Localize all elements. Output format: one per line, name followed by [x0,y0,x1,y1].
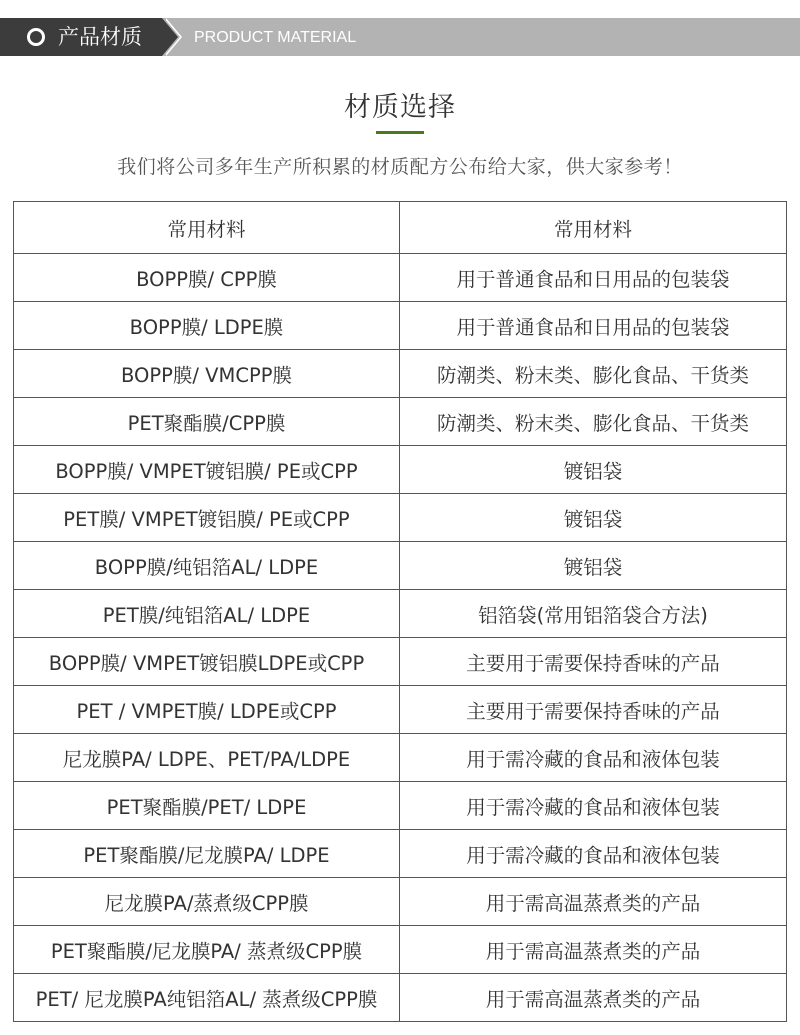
material-cell: BOPP膜/ VMCPP膜 [14,350,400,398]
table-row [14,734,787,782]
material-cell: 尼龙膜PA/ LDPE、PET/PA/LDPE [14,734,400,782]
title-underline [376,131,424,134]
table-row [14,590,787,638]
usage-cell: 防潮类、粉末类、膨化食品、干货类 [400,350,787,398]
table-row [14,686,787,734]
table-row [14,974,787,1022]
table-row [14,878,787,926]
table-header-cell-usage: 常用材料 [400,202,787,254]
table-row [14,446,787,494]
material-cell: PET聚酯膜/尼龙膜PA/ LDPE [14,830,400,878]
usage-cell: 用于需冷藏的食品和液体包装 [400,734,787,782]
material-cell: BOPP膜/纯铝箔AL/ LDPE [14,542,400,590]
material-cell: PET聚酯膜/尼龙膜PA/ 蒸煮级CPP膜 [14,926,400,974]
table-header-cell-material: 常用材料 [14,202,400,254]
header-dark-block [0,18,162,56]
material-cell: PET聚酯膜/PET/ LDPE [14,782,400,830]
table-header-row [14,202,787,254]
ring-icon [27,28,45,46]
table-row [14,542,787,590]
usage-cell: 镀铝袋 [400,542,787,590]
usage-cell: 用于普通食品和日用品的包装袋 [400,254,787,302]
usage-cell: 主要用于需要保持香味的产品 [400,686,787,734]
material-cell: PET膜/纯铝箔AL/ LDPE [14,590,400,638]
usage-cell: 防潮类、粉末类、膨化食品、干货类 [400,398,787,446]
header-title-cn: 产品材质 [58,25,142,49]
header-arrow [162,18,178,56]
material-cell: BOPP膜/ VMPET镀铝膜/ PE或CPP [14,446,400,494]
section-title: 材质选择 [344,92,456,123]
table-row [14,494,787,542]
table-row [14,302,787,350]
usage-cell: 用于需冷藏的食品和液体包装 [400,782,787,830]
material-cell: PET膜/ VMPET镀铝膜/ PE或CPP [14,494,400,542]
section-header-bar [0,18,800,56]
table-row [14,398,787,446]
usage-cell: 镀铝袋 [400,494,787,542]
usage-cell: 用于需高温蒸煮类的产品 [400,878,787,926]
material-cell: PET/ 尼龙膜PA纯铝箔AL/ 蒸煮级CPP膜 [14,974,400,1022]
material-cell: BOPP膜/ LDPE膜 [14,302,400,350]
material-table [13,201,787,1022]
material-cell: PET / VMPET膜/ LDPE或CPP [14,686,400,734]
usage-cell: 用于需高温蒸煮类的产品 [400,926,787,974]
header-title-en: PRODUCT MATERIAL [194,29,357,46]
table-row [14,830,787,878]
usage-cell: 用于需高温蒸煮类的产品 [400,974,787,1022]
table-row [14,350,787,398]
material-cell: BOPP膜/ VMPET镀铝膜LDPE或CPP [14,638,400,686]
material-cell: 尼龙膜PA/蒸煮级CPP膜 [14,878,400,926]
usage-cell: 镀铝袋 [400,446,787,494]
usage-cell: 用于普通食品和日用品的包装袋 [400,302,787,350]
material-cell: PET聚酯膜/CPP膜 [14,398,400,446]
table-row [14,254,787,302]
table-row [14,638,787,686]
usage-cell: 铝箔袋(常用铝箔袋合方法) [400,590,787,638]
material-cell: BOPP膜/ CPP膜 [14,254,400,302]
section-subtitle: 我们将公司多年生产所积累的材质配方公布给大家，供大家参考！ [117,156,683,178]
table-row [14,782,787,830]
usage-cell: 用于需冷藏的食品和液体包装 [400,830,787,878]
table-row [14,926,787,974]
usage-cell: 主要用于需要保持香味的产品 [400,638,787,686]
